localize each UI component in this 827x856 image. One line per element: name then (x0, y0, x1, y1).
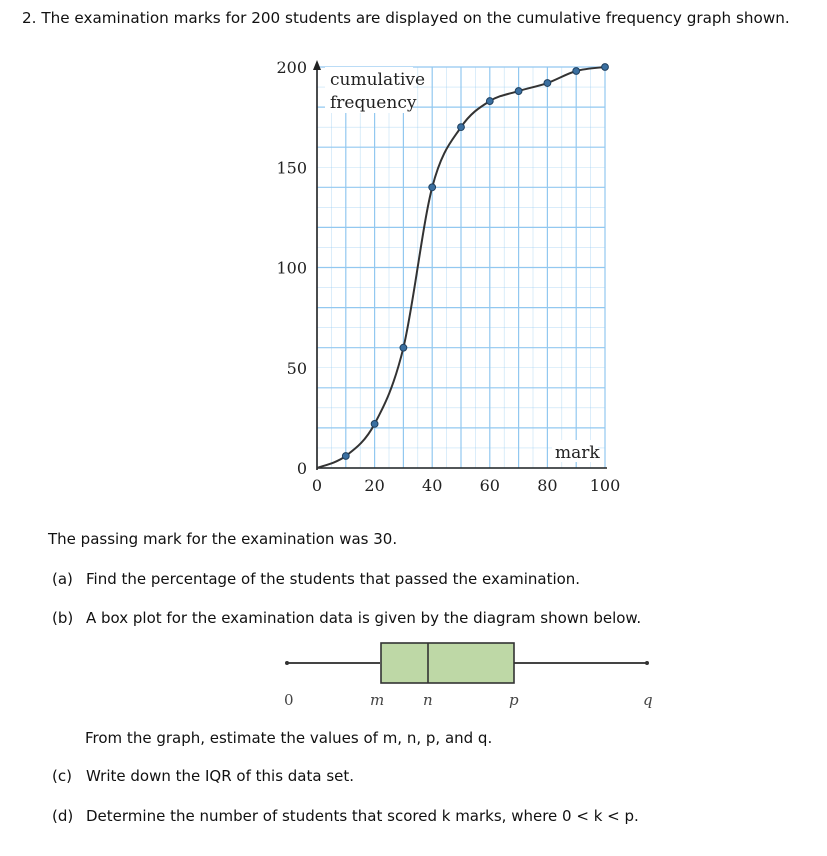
x-tick-label: 0 (311, 476, 323, 495)
data-point (429, 184, 436, 191)
data-point (573, 68, 580, 75)
part-b-text: A box plot for the examination data is given by the diagram shown below. (86, 609, 642, 627)
ylabel-line-2: frequency (330, 93, 417, 113)
x-tick-label: 60 (479, 476, 500, 495)
part-c-label: (c) (52, 767, 72, 785)
data-point (515, 88, 522, 95)
x-tick-label: 40 (422, 476, 443, 495)
part-c (52, 767, 354, 785)
y-tick-label: 50 (286, 358, 307, 378)
xlabel: mark (555, 443, 600, 463)
part-a-label: (a) (52, 570, 73, 588)
label-0: 0 (284, 691, 294, 709)
x-tick-label: 20 (364, 476, 385, 495)
ylabel-line-1: cumulative (330, 70, 426, 90)
right-whisker-end (645, 661, 649, 665)
y-axis-arrow (313, 60, 321, 70)
y-tick-label: 0 (296, 459, 307, 478)
part-c-text: Write down the IQR of this data set. (86, 767, 355, 785)
label-n: n (423, 691, 433, 709)
data-point (602, 64, 609, 71)
y-tick-label: 100 (276, 258, 307, 278)
y-tick-label: 200 (276, 58, 307, 77)
part-d (52, 807, 639, 825)
part-a (52, 570, 580, 588)
part-b (52, 609, 641, 627)
x-tick-label: 80 (537, 476, 558, 495)
part-d-label: (d) (52, 807, 74, 825)
left-whisker-end (285, 661, 289, 665)
chart-tick-labels (276, 58, 620, 495)
data-point (486, 98, 493, 105)
y-tick-label: 150 (276, 158, 307, 178)
x-tick-label: 100 (589, 476, 621, 495)
passing-mark-text: The passing mark for the examination was 30. (48, 530, 398, 548)
part-a-text: Find the percentage of the students that passed the examination. (86, 570, 581, 588)
data-point (371, 420, 378, 427)
part-b-label: (b) (52, 609, 74, 627)
estimate-text: From the graph, estimate the values of m, n, p, and q. (85, 729, 493, 747)
data-point (400, 344, 407, 351)
box (381, 643, 514, 683)
part-d-text: Determine the number of students that scored k marks, where 0 < k < p. (86, 807, 639, 825)
box-plot (0, 635, 827, 715)
label-m: m (370, 691, 385, 709)
chart-axes (313, 60, 607, 470)
question-title: 2. The examination marks for 200 students are displayed on the cumulative frequency graph shown. (22, 9, 790, 27)
data-point (342, 453, 349, 460)
data-point (458, 124, 465, 131)
data-point (544, 80, 551, 87)
label-p: p (509, 691, 519, 709)
label-q: q (643, 691, 653, 709)
